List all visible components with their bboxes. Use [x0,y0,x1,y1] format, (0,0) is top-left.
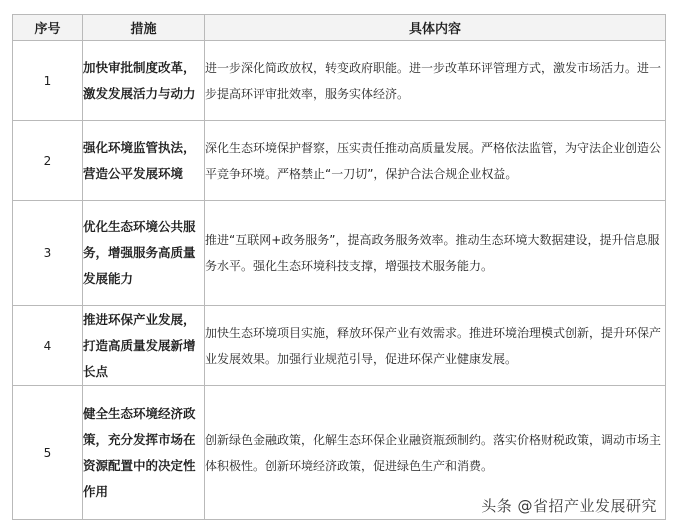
table-row [13,41,666,121]
measures-table [12,14,666,520]
table-row [13,306,666,386]
row-index: 1 [13,41,83,121]
row-content: 加快生态环境项目实施，释放环保产业有效需求。推进环境治理模式创新，提升环保产业发展效果。加强行业规范引导，促进环保产业健康发展。 [205,306,666,386]
row-measure: 推进环保产业发展，打造高质量发展新增长点 [83,306,205,386]
header-measure: 措施 [83,15,205,41]
row-content: 推进“互联网+政务服务”，提高政务服务效率。推动生态环境大数据建设，提升信息服务水平。强化生态环境科技支撑，增强技术服务能力。 [205,201,666,306]
row-content: 创新绿色金融政策，化解生态环保企业融资瓶颈制约。落实价格财税政策，调动市场主体积极性。创新环境经济政策，促进绿色生产和消费。 [205,386,666,520]
row-index: 2 [13,121,83,201]
table-row [13,201,666,306]
row-measure: 优化生态环境公共服务，增强服务高质量发展能力 [83,201,205,306]
watermark: 头条 @省招产业发展研究 [477,493,661,518]
row-measure: 强化环境监管执法，营造公平发展环境 [83,121,205,201]
row-measure: 加快审批制度改革，激发发展活力与动力 [83,41,205,121]
table-header-row [13,15,666,41]
row-index: 5 [13,386,83,520]
row-content: 深化生态环境保护督察，压实责任推动高质量发展。严格依法监管，为守法企业创造公平竞争环境。严格禁止“一刀切”，保护合法合规企业权益。 [205,121,666,201]
table-row [13,121,666,201]
row-index: 3 [13,201,83,306]
row-index: 4 [13,306,83,386]
header-index: 序号 [13,15,83,41]
row-content: 进一步深化简政放权，转变政府职能。进一步改革环评管理方式，激发市场活力。进一步提高环评审批效率，服务实体经济。 [205,41,666,121]
header-content: 具体内容 [205,15,666,41]
row-measure: 健全生态环境经济政策，充分发挥市场在资源配置中的决定性作用 [83,386,205,520]
